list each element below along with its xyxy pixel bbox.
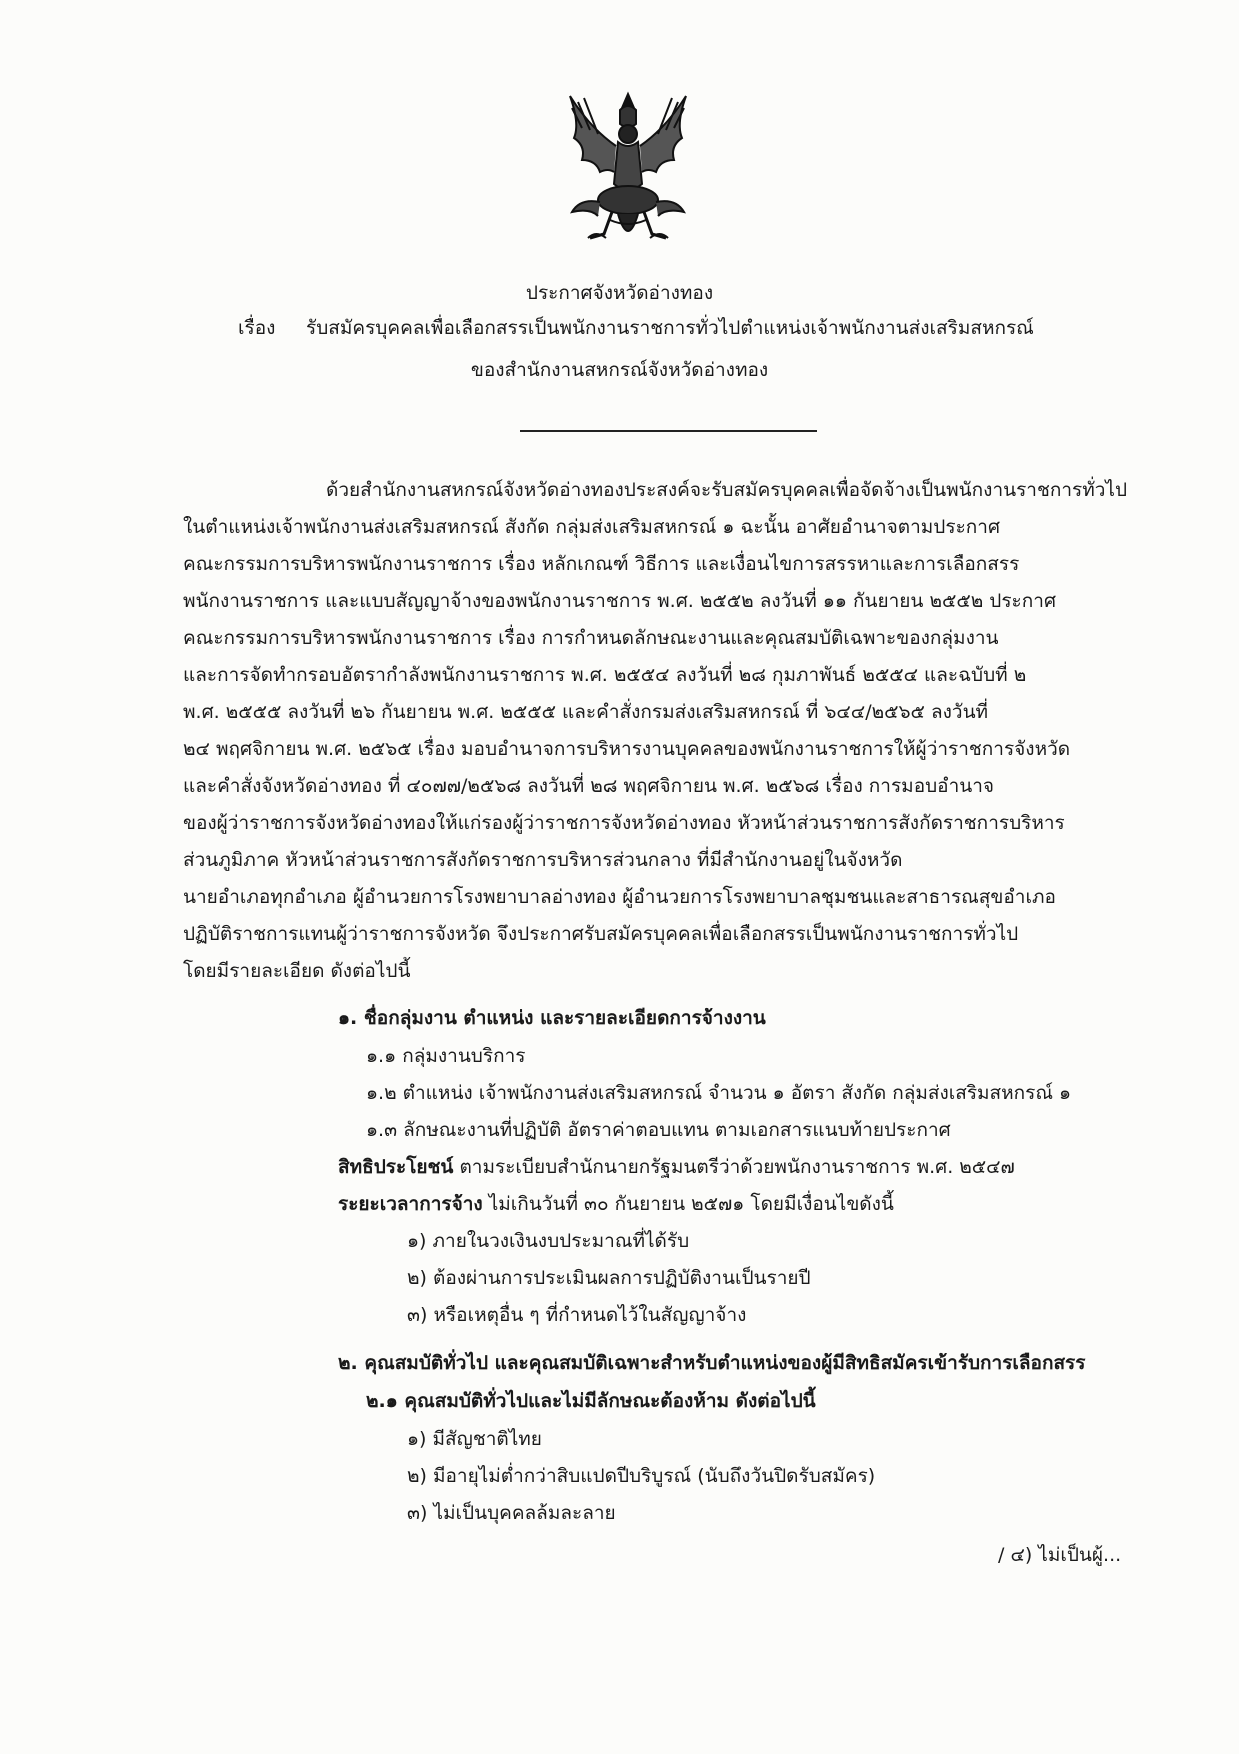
body-line: คณะกรรมการบริหารพนักงานราชการ เรื่อง การกำหนดลักษณะงานและคุณสมบัติเฉพาะของกลุ่มงาน [183, 627, 999, 649]
body-line: และคำสั่งจังหวัดอ่างทอง ที่ ๔๐๗๗/๒๕๖๘ ลงวันที่ ๒๘ พฤศจิกายน พ.ศ. ๒๕๖๘ เรื่อง การมอบอำนาจ [183, 775, 995, 797]
benefit-label: สิทธิประโยชน์ [338, 1156, 454, 1178]
subject-line-1: รับสมัครบุคคลเพื่อเลือกสรรเป็นพนักงานราชการทั่วไปตำแหน่งเจ้าพนักงานส่งเสริมสหกรณ์ [306, 317, 1034, 339]
benefit-text: ตามระเบียบสำนักนายกรัฐมนตรีว่าด้วยพนักงานราชการ พ.ศ. ๒๕๔๗ [453, 1156, 1015, 1178]
body-line: คณะกรรมการบริหารพนักงานราชการ เรื่อง หลักเกณฑ์ วิธีการ และเงื่อนไขการสรรหาและการเลือกสรร [183, 553, 1020, 575]
subject-line-2: ของสำนักงานสหกรณ์จังหวัดอ่างทอง [470, 359, 769, 381]
qualification-item: ๓) ไม่เป็นบุคคลล้มละลาย [407, 1502, 616, 1524]
title-divider [520, 430, 817, 432]
section-1-item: ๑.๒ ตำแหน่ง เจ้าพนักงานส่งเสริมสหกรณ์ จำนวน ๑ อัตรา สังกัด กลุ่มส่งเสริมสหกรณ์ ๑ [366, 1082, 1072, 1104]
condition-item: ๒) ต้องผ่านการประเมินผลการปฏิบัติงานเป็นรายปี [407, 1267, 811, 1289]
body-line: และการจัดทำกรอบอัตรากำลังพนักงานราชการ พ.ศ. ๒๕๕๔ ลงวันที่ ๒๘ กุมภาพันธ์ ๒๕๕๔ และฉบับที่ ๒ [183, 664, 1027, 686]
announcement-title: ประกาศจังหวัดอ่างทอง [525, 282, 714, 304]
subject-label: เรื่อง [238, 317, 276, 339]
page-continuation: / ๔) ไม่เป็นผู้... [998, 1544, 1122, 1566]
body-line: พ.ศ. ๒๕๕๕ ลงวันที่ ๒๖ กันยายน พ.ศ. ๒๕๕๕ และคำสั่งกรมส่งเสริมสหกรณ์ ที่ ๖๔๔/๒๕๖๕ ลงวันที่ [183, 701, 989, 723]
benefit-line [338, 1152, 1015, 1182]
body-line: ด้วยสำนักงานสหกรณ์จังหวัดอ่างทองประสงค์จะรับสมัครบุคคลเพื่อจัดจ้างเป็นพนักงานราชการทั่วไป [326, 479, 1128, 501]
body-line: ของผู้ว่าราชการจังหวัดอ่างทองให้แก่รองผู้ว่าราชการจังหวัดอ่างทอง หัวหน้าส่วนราชการสังกัดราชการบริหาร [183, 812, 1065, 834]
body-line: ๒๔ พฤศจิกายน พ.ศ. ๒๕๖๕ เรื่อง มอบอำนาจการบริหารงานบุคคลของพนักงานราชการให้ผู้ว่าราชการจังหวัด [183, 738, 1071, 760]
condition-item: ๑) ภายในวงเงินงบประมาณที่ได้รับ [407, 1230, 690, 1252]
body-line: ในตำแหน่งเจ้าพนักงานส่งเสริมสหกรณ์ สังกัด กลุ่มส่งเสริมสหกรณ์ ๑ ฉะนั้น อาศัยอำนาจตามประกาศ [183, 516, 1001, 538]
section-2-subheading: ๒.๑ คุณสมบัติทั่วไปและไม่มีลักษณะต้องห้าม ดังต่อไปนี้ [366, 1390, 816, 1412]
garuda-emblem-icon [560, 88, 696, 256]
body-line: ส่วนภูมิภาค หัวหน้าส่วนราชการสังกัดราชการบริหารส่วนกลาง ที่มีสำนักงานอยู่ในจังหวัด [183, 849, 903, 871]
section-1-item: ๑.๑ กลุ่มงานบริการ [366, 1045, 526, 1067]
period-label: ระยะเวลาการจ้าง [338, 1193, 483, 1215]
section-1-item: ๑.๓ ลักษณะงานที่ปฏิบัติ อัตราค่าตอบแทน ตามเอกสารแนบท้ายประกาศ [366, 1119, 951, 1141]
period-line [338, 1189, 894, 1219]
body-line: ปฏิบัติราชการแทนผู้ว่าราชการจังหวัด จึงประกาศรับสมัครบุคคลเพื่อเลือกสรรเป็นพนักงานราชการทั่วไป [183, 923, 1019, 945]
condition-item: ๓) หรือเหตุอื่น ๆ ที่กำหนดไว้ในสัญญาจ้าง [407, 1304, 747, 1326]
section-2-heading: ๒. คุณสมบัติทั่วไป และคุณสมบัติเฉพาะสำหรับตำแหน่งของผู้มีสิทธิสมัครเข้ารับการเลือกสรร [338, 1352, 1086, 1374]
body-line: พนักงานราชการ และแบบสัญญาจ้างของพนักงานราชการ พ.ศ. ๒๕๕๒ ลงวันที่ ๑๑ กันยายน ๒๕๕๒ ประกาศ [183, 590, 1056, 612]
qualification-item: ๑) มีสัญชาติไทย [407, 1428, 542, 1450]
body-line: นายอำเภอทุกอำเภอ ผู้อำนวยการโรงพยาบาลอ่างทอง ผู้อำนวยการโรงพยาบาลชุมชนและสาธารณสุขอำเภอ [183, 886, 1056, 908]
section-1-heading: ๑. ชื่อกลุ่มงาน ตำแหน่ง และรายละเอียดการจ้างงาน [338, 1007, 766, 1029]
qualification-item: ๒) มีอายุไม่ต่ำกว่าสิบแปดปีบริบูรณ์ (นับถึงวันปิดรับสมัคร) [407, 1465, 876, 1487]
period-text: ไม่เกินวันที่ ๓๐ กันยายน ๒๕๗๑ โดยมีเงื่อนไขดังนี้ [482, 1193, 894, 1215]
body-line: โดยมีรายละเอียด ดังต่อไปนี้ [183, 960, 411, 982]
